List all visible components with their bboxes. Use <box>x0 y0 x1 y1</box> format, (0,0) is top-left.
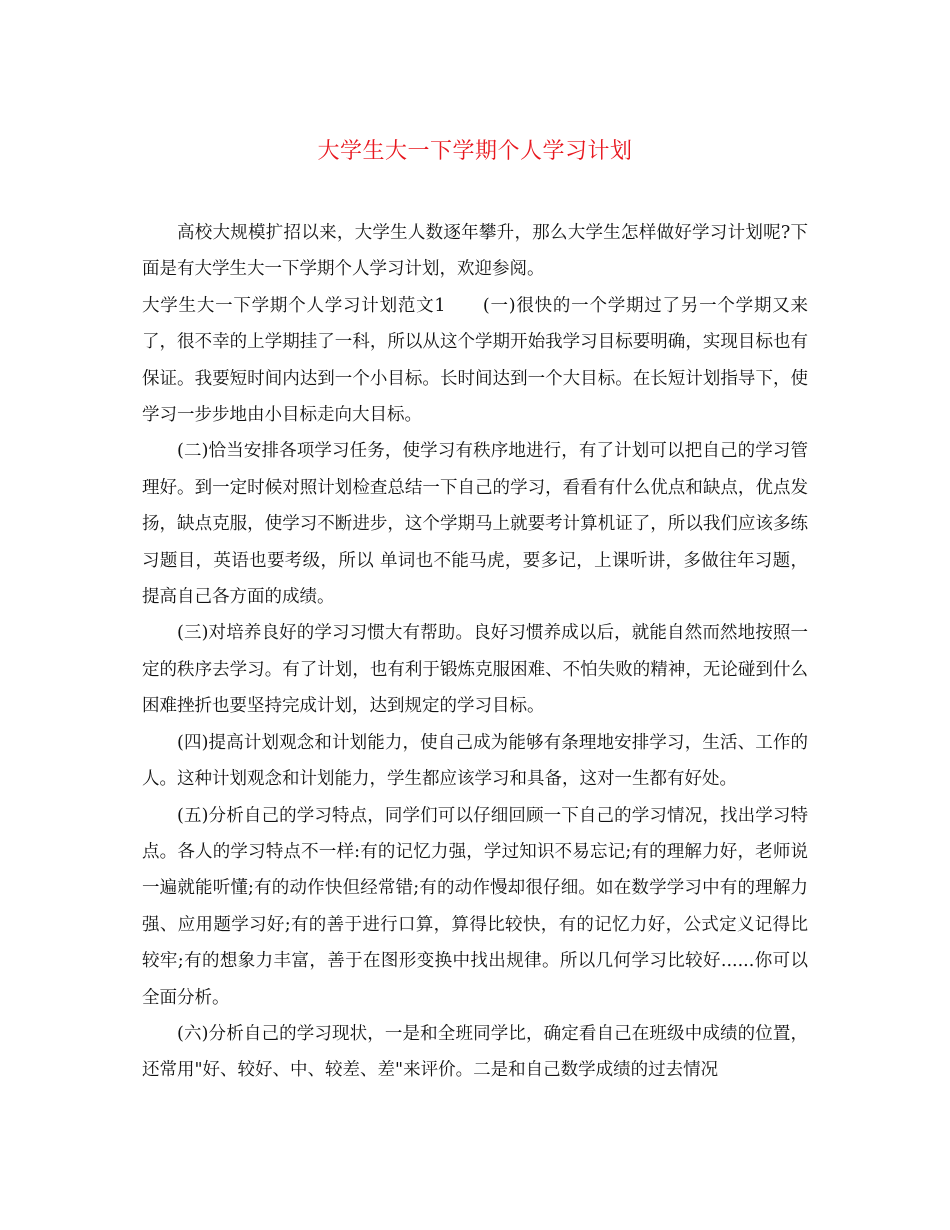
paragraph-section-6: (六)分析自己的学习现状，一是和全班同学比，确定看自己在班级中成绩的位置，还常用"好、较好、中、较差、差"来评价。二是和自己数学成绩的过去情况 <box>142 1023 808 1081</box>
paragraph-section-4: (四)提高计划观念和计划能力，使自己成为能够有条理地安排学习，生活、工作的人。这种计划观念和计划能力，学生都应该学习和具备，这对一生都有好处。 <box>142 732 808 790</box>
paragraph-section-2: (二)恰当安排各项学习任务，使学习有秩序地进行，有了计划可以把自己的学习管理好。到一定时候对照计划检查总结一下自己的学习，看看有什么优点和缺点，优点发扬，缺点克服，使学习不断进步，这个学期马上就要考计算机证了，所以我们应该多练习题目，英语也要考级，所以 单词也不能马虎，要多记，上课听讲，多做往年习题，提高自己各方面的成绩。 <box>142 441 808 608</box>
paragraph-section-3: (三)对培养良好的学习习惯大有帮助。良好习惯养成以后，就能自然而然地按照一定的秩序去学习。有了计划，也有利于锻炼克服困难、不怕失败的精神，无论碰到什么困难挫折也要坚持完成计划，达到规定的学习目标。 <box>142 623 808 717</box>
document-title: 大学生大一下学期个人学习计划 <box>317 139 633 164</box>
paragraph-sample-1: 大学生大一下学期个人学习计划范文1 (一)很快的一个学期过了另一个学期又来了，很不幸的上学期挂了一科，所以从这个学期开始我学习目标要明确，实现目标也有保证。我要短时间内达到一个小目标。长时间达到一个大目标。在长短计划指导下，使学习一步步地由小目标走向大目标。 <box>142 295 808 426</box>
paragraph-section-5: (五)分析自己的学习特点，同学们可以仔细回顾一下自己的学习情况，找出学习特点。各人的学习特点不一样:有的记忆力强，学过知识不易忘记;有的理解力好，老师说一遍就能听懂;有的动作快但经常错;有的动作慢却很仔细。如在数学学习中有的理解力强、应用题学习好;有的善于进行口算，算得比较快，有的记忆力好，公式定义记得比较牢;有的想象力丰富，善于在图形变换中找出规律。所以几何学习比较好......你可以全面分析。 <box>142 805 808 1008</box>
paragraph-intro: 高校大规模扩招以来，大学生人数逐年攀升，那么大学生怎样做好学习计划呢?下面是有大学生大一下学期个人学习计划，欢迎参阅。 <box>142 223 808 280</box>
document-body <box>142 215 808 1089</box>
